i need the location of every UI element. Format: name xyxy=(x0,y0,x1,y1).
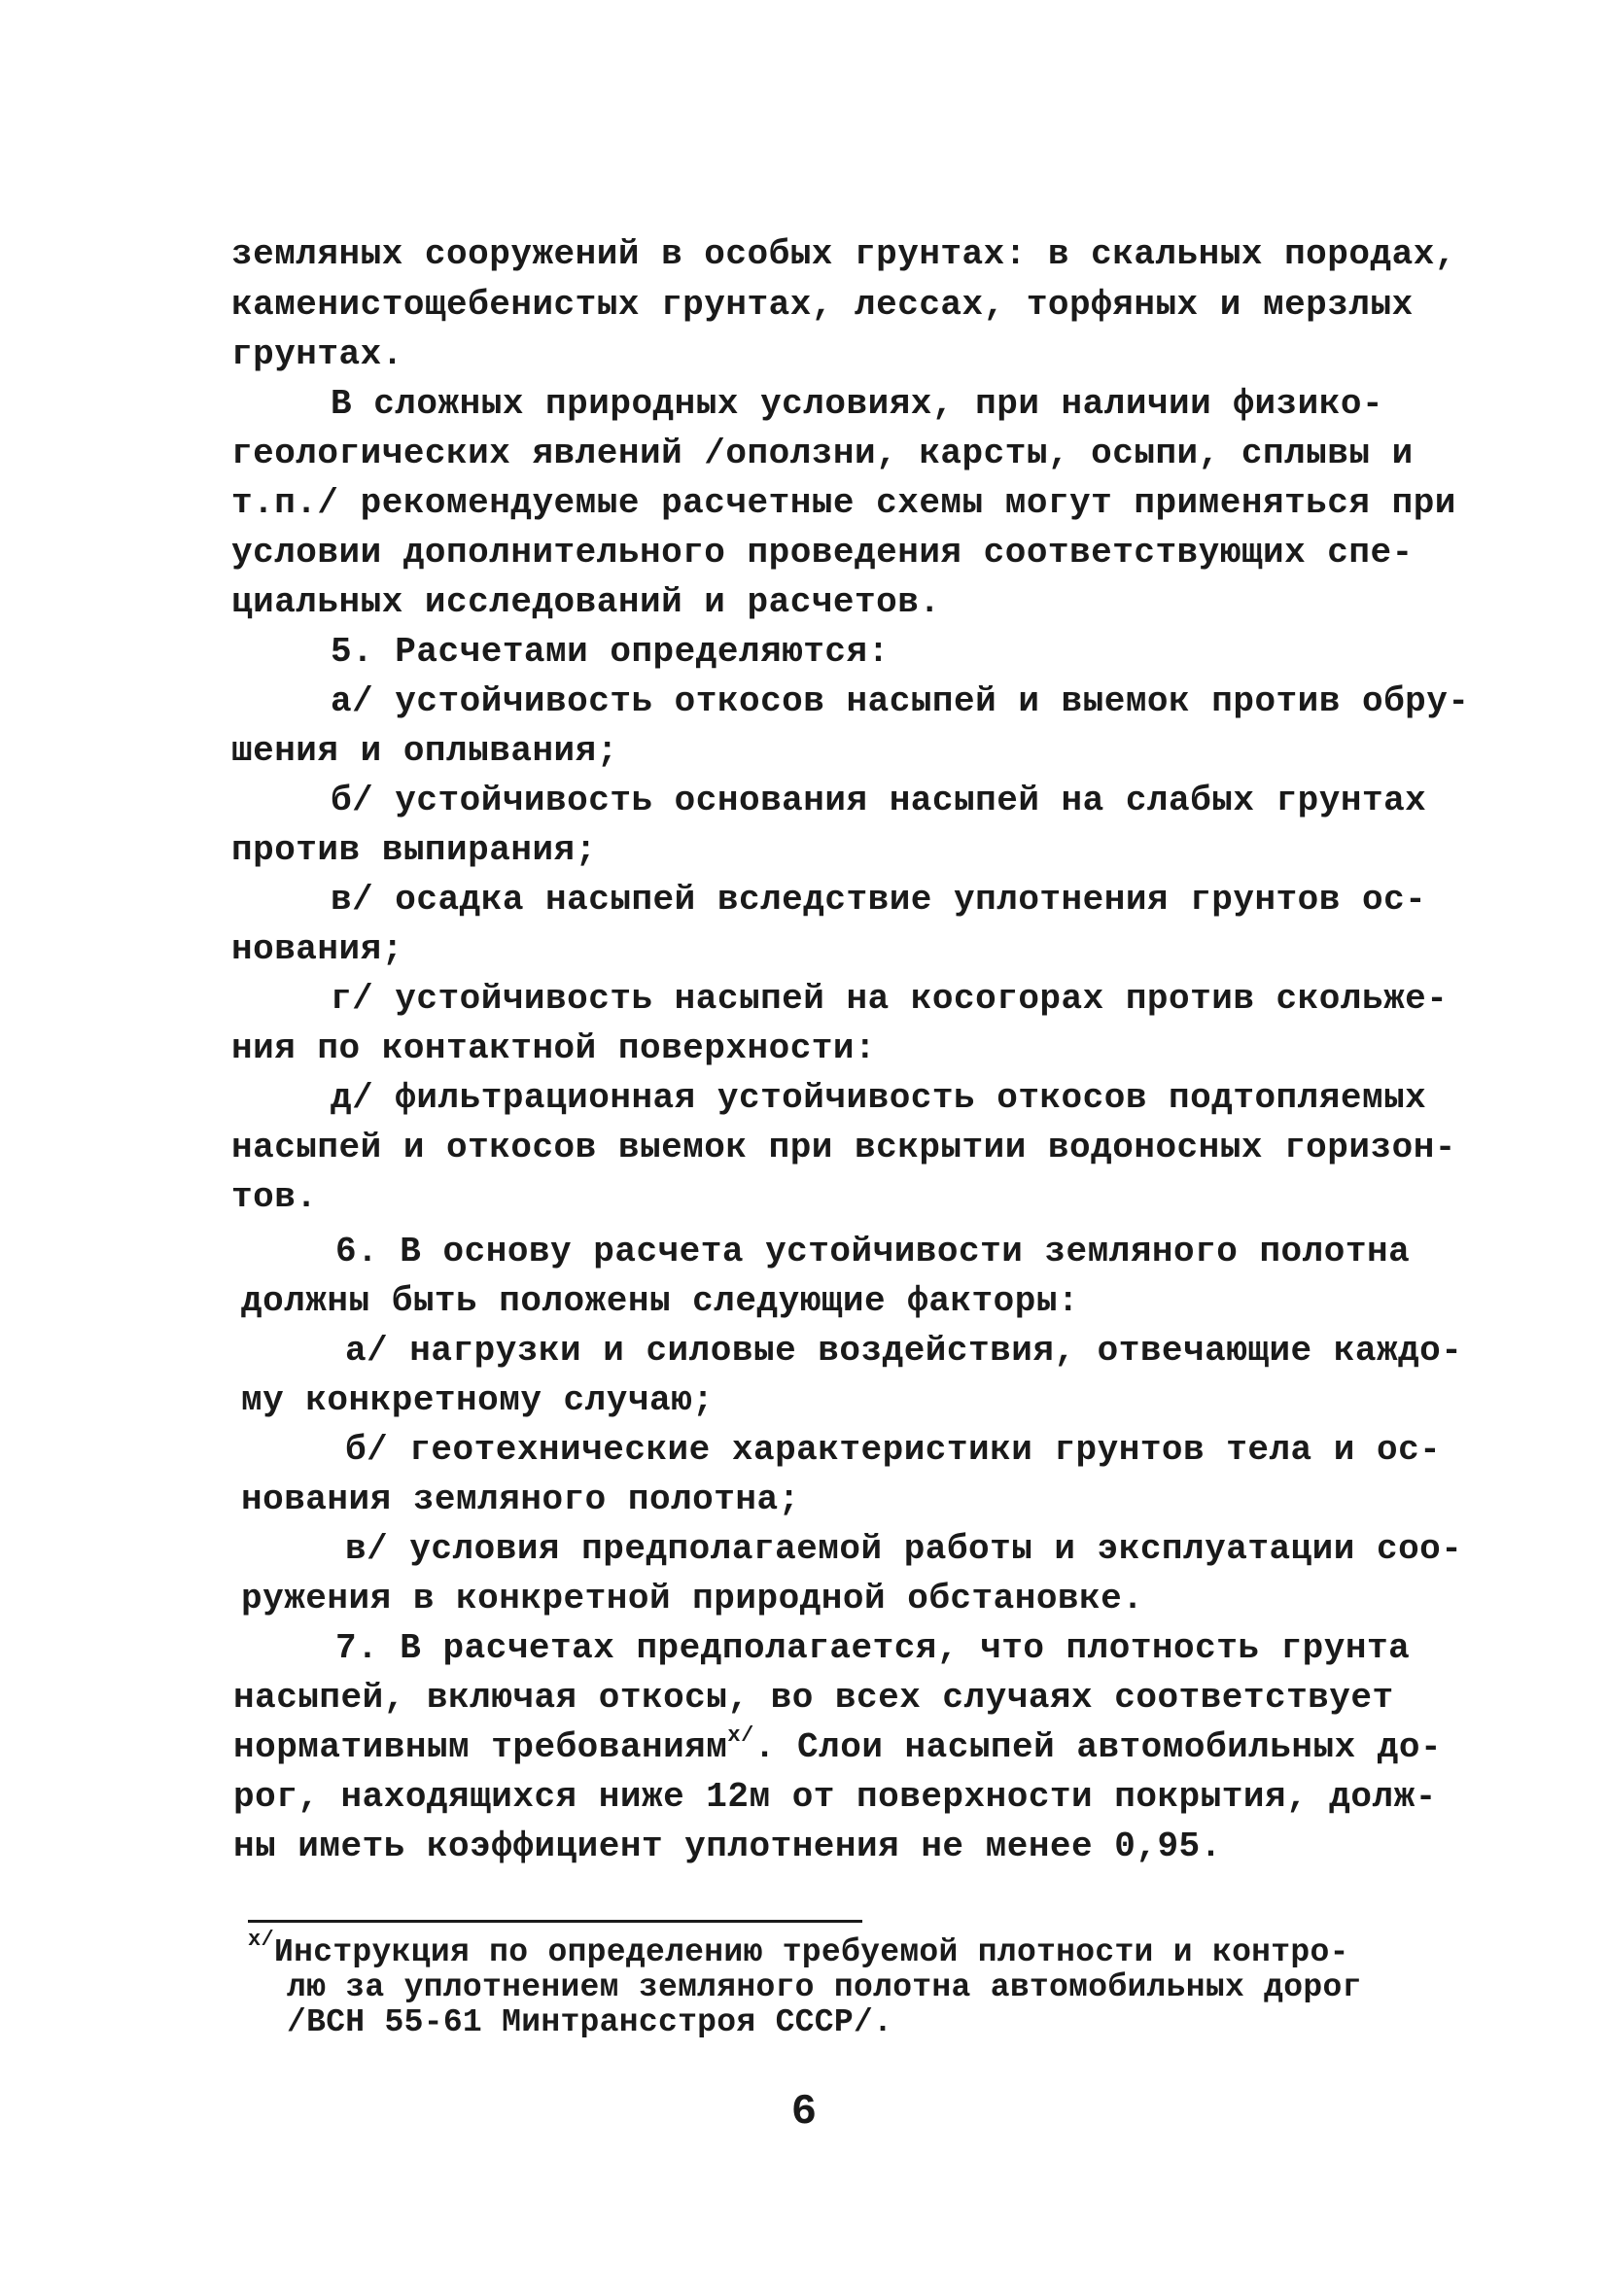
text-line: б/ устойчивость основания насыпей на слабых грунтах xyxy=(331,781,1427,820)
text-line: геологических явлений /оползни, карсты, осыпи, сплывы и xyxy=(231,434,1414,473)
text-line: в/ условия предполагаемой работы и эксплуатации соо- xyxy=(345,1529,1463,1569)
text-segment: нормативным требованиям xyxy=(233,1727,728,1767)
text-line: тов. xyxy=(231,1177,318,1217)
text-line: земляных сооружений в особых грунтах: в скальных породах, xyxy=(231,234,1456,274)
text-line: 7. В расчетах предполагается, что плотность грунта xyxy=(335,1628,1411,1668)
footnote-text: Инструкция по определению требуемой плотности и контро- xyxy=(274,1934,1349,1970)
footnote-reference: x/ xyxy=(727,1723,754,1748)
text-line: ния по контактной поверхности: xyxy=(231,1028,877,1068)
text-line: а/ нагрузки и силовые воздействия, отвечающие каждо- xyxy=(345,1331,1463,1371)
text-line: ружения в конкретной природной обстановке. xyxy=(241,1579,1144,1618)
text-line: ны иметь коэффициент уплотнения не менее 0,95. xyxy=(233,1826,1222,1866)
text-line: рог, находящихся ниже 12м от поверхности покрытия, долж- xyxy=(233,1777,1437,1817)
text-line: каменистощебенистых грунтах, лессах, торфяных и мерзлых xyxy=(231,285,1414,325)
text-line: в/ осадка насыпей вследствие уплотнения грунтов ос- xyxy=(331,880,1427,920)
text-line: В сложных природных условиях, при наличии физико- xyxy=(331,384,1384,424)
text-line: условии дополнительного проведения соответствующих спе- xyxy=(231,533,1414,573)
footnote-marker: x/ xyxy=(248,1928,275,1952)
footnote-line: лю за уплотнением земляного полотна автомобильных дорог xyxy=(287,1969,1362,2005)
text-line: т.п./ рекомендуемые расчетные схемы могут применяться при xyxy=(231,483,1456,523)
text-line: му конкретному случаю; xyxy=(241,1380,715,1420)
text-line: 5. Расчетами определяются: xyxy=(331,632,890,672)
text-line: 6. В основу расчета устойчивости земляного полотна xyxy=(335,1232,1411,1271)
text-line xyxy=(233,1723,1443,1769)
text-line: а/ устойчивость откосов насыпей и выемок против обру- xyxy=(331,681,1470,721)
text-segment: . Слои насыпей автомобильных до- xyxy=(753,1727,1443,1767)
text-line: нования земляного полотна; xyxy=(241,1479,800,1519)
text-line: насыпей, включая откосы, во всех случаях соответствует xyxy=(233,1678,1394,1718)
footnote-line: /ВСН 55-61 Минтрансстроя СССР/. xyxy=(287,2004,893,2040)
text-line: д/ фильтрационная устойчивость откосов подтопляемых xyxy=(331,1078,1427,1118)
text-line: насыпей и откосов выемок при вскрытии водоносных горизон- xyxy=(231,1128,1456,1167)
page-number: 6 xyxy=(790,2088,818,2137)
text-line: нования; xyxy=(231,929,403,969)
text-line: г/ устойчивость насыпей на косогорах против скольже- xyxy=(331,979,1449,1019)
text-line: циальных исследований и расчетов. xyxy=(231,582,941,622)
footnote-line xyxy=(248,1928,1349,1971)
text-line: против выпирания; xyxy=(231,830,597,870)
text-line: грунтах. xyxy=(231,334,403,374)
text-line: шения и оплывания; xyxy=(231,731,618,771)
text-line: б/ геотехнические характеристики грунтов тела и ос- xyxy=(345,1430,1442,1470)
footnote-separator xyxy=(248,1920,862,1923)
text-line: должны быть положены следующие факторы: xyxy=(241,1281,1080,1321)
